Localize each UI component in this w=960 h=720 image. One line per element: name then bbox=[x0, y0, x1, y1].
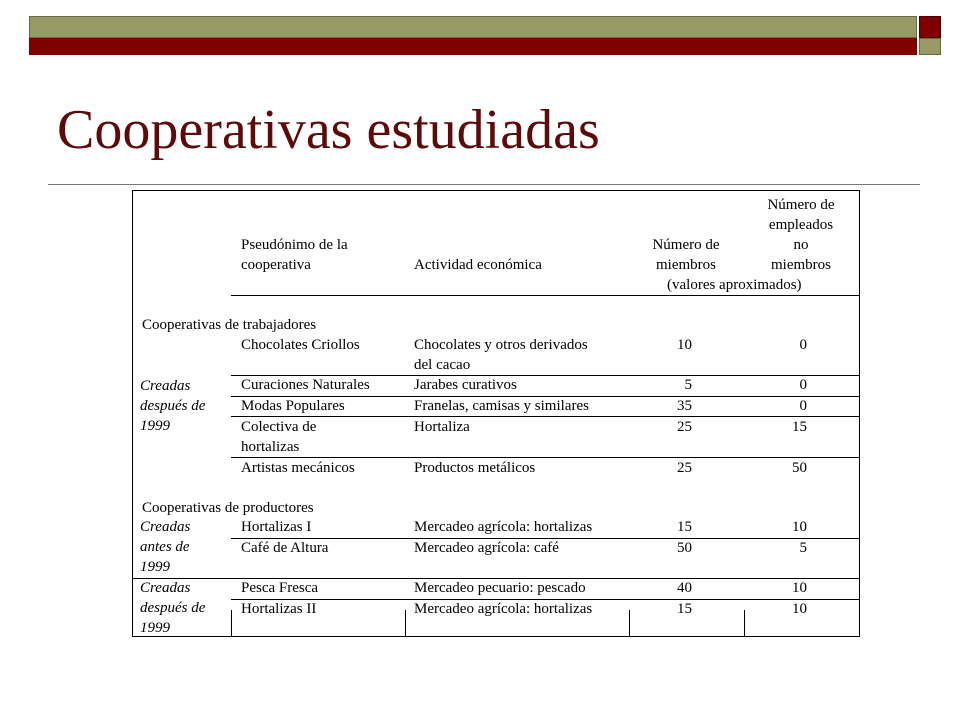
row-activity: Franelas, camisas y similares bbox=[414, 398, 589, 414]
header-employees: Número de empleados no miembros bbox=[767, 197, 835, 273]
group-title-workers: Cooperativas de trabajadores bbox=[142, 317, 317, 333]
row-name: Curaciones Naturales bbox=[241, 377, 370, 393]
row-name: Hortalizas II bbox=[241, 601, 317, 617]
row-employees: 15 bbox=[792, 419, 807, 435]
column-divider bbox=[231, 610, 232, 637]
row-activity: Mercadeo agrícola: hortalizas bbox=[414, 519, 593, 535]
row-name: Pesca Fresca bbox=[241, 580, 319, 596]
row-members: 15 bbox=[677, 601, 692, 617]
row-employees: 10 bbox=[792, 580, 807, 596]
row-activity: Chocolates y otros derivados del cacao bbox=[414, 337, 588, 373]
subgroup-label: Creadas antes de 1999 bbox=[140, 519, 191, 575]
row-activity: Mercadeo pecuario: pescado bbox=[414, 580, 586, 596]
row-activity: Mercadeo agrícola: café bbox=[414, 540, 559, 556]
row-activity: Jarabes curativos bbox=[414, 377, 517, 393]
row-name: Café de Altura bbox=[241, 540, 329, 556]
row-activity: Hortaliza bbox=[414, 419, 470, 435]
column-divider bbox=[405, 610, 406, 637]
row-employees: 10 bbox=[792, 601, 807, 617]
row-name: Hortalizas I bbox=[241, 519, 312, 535]
subgroup-label: Creadas después de 1999 bbox=[140, 580, 206, 636]
header-note: (valores aproximados) bbox=[667, 277, 802, 293]
subgroup-label: Creadas después de 1999 bbox=[140, 378, 206, 434]
row-members: 40 bbox=[677, 580, 692, 596]
row-employees: 0 bbox=[799, 398, 807, 414]
row-name: Modas Populares bbox=[241, 398, 345, 414]
group-title-producers: Cooperativas de productores bbox=[142, 500, 314, 516]
row-members: 5 bbox=[684, 377, 692, 393]
row-name: Colectiva de hortalizas bbox=[241, 419, 317, 455]
title-divider bbox=[48, 184, 920, 185]
row-members: 25 bbox=[677, 460, 692, 476]
row-members: 50 bbox=[677, 540, 692, 556]
row-employees: 0 bbox=[799, 377, 807, 393]
top-bar-maroon bbox=[29, 38, 917, 55]
row-employees: 10 bbox=[792, 519, 807, 535]
row-members: 25 bbox=[677, 419, 692, 435]
row-activity: Mercadeo agrícola: hortalizas bbox=[414, 601, 593, 617]
header-members: Número de miembros bbox=[652, 237, 720, 273]
header-name: Pseudónimo de la cooperativa bbox=[241, 237, 348, 273]
header-rule bbox=[231, 295, 860, 296]
row-members: 15 bbox=[677, 519, 692, 535]
header-activity: Actividad económica bbox=[414, 257, 542, 273]
top-bar-olive bbox=[29, 16, 917, 38]
row-name: Chocolates Criollos bbox=[241, 337, 360, 353]
row-activity: Productos metálicos bbox=[414, 460, 536, 476]
row-employees: 5 bbox=[799, 540, 807, 556]
row-members: 35 bbox=[677, 398, 692, 414]
corner-square-maroon bbox=[919, 16, 941, 38]
row-employees: 50 bbox=[792, 460, 807, 476]
row-members: 10 bbox=[677, 337, 692, 353]
slide-title: Cooperativas estudiadas bbox=[57, 99, 600, 161]
row-employees: 0 bbox=[799, 337, 807, 353]
corner-square-olive bbox=[919, 38, 941, 55]
row-name: Artistas mecánicos bbox=[241, 460, 355, 476]
